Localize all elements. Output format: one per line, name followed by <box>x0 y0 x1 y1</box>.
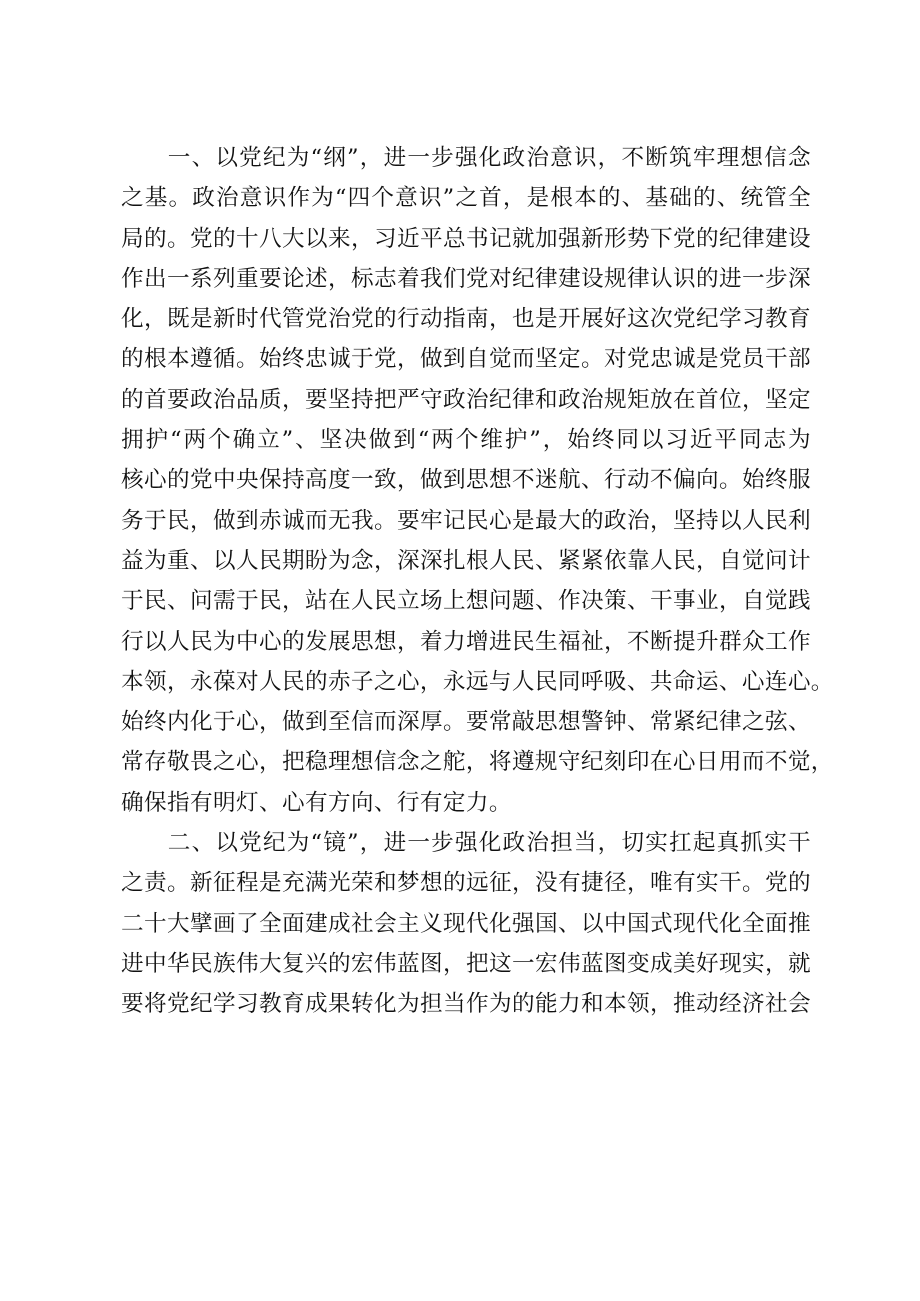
text-line: 之基。政治意识作为“四个意识”之首，是根本的、基础的、统管全 <box>121 185 811 212</box>
text-line: 始终内化于心，做到至信而深厚。要常敲思想警钟、常紧纪律之弦、 <box>121 709 811 736</box>
text-line: 常存敬畏之心，把稳理想信念之舵，将遵规守纪刻印在心日用而不觉， <box>121 749 834 776</box>
text-line: 之责。新征程是充满光荣和梦想的远征，没有捷径，唯有实干。党的 <box>121 870 811 897</box>
paragraph-2 <box>121 823 811 1024</box>
paragraph-1 <box>121 138 834 823</box>
text-line: 益为重、以人民期盼为念，深深扎根人民、紧紧依靠人民，自觉问计 <box>121 547 811 574</box>
text-line: 确保指有明灯、心有方向、行有定力。 <box>121 789 512 816</box>
text-line: 局的。党的十八大以来，习近平总书记就加强新形势下党的纪律建设 <box>121 225 811 252</box>
text-line: 二、以党纪为“镜”，进一步强化政治担当，切实扛起真抓实干 <box>167 830 811 857</box>
text-line: 二十大擘画了全面建成社会主义现代化强国、以中国式现代化全面推 <box>121 910 811 937</box>
text-line: 的根本遵循。始终忠诚于党，做到自觉而坚定。对党忠诚是党员干部 <box>121 346 811 373</box>
text-line: 一、以党纪为“纲”，进一步强化政治意识，不断筑牢理想信念 <box>167 145 811 171</box>
text-line: 作出一系列重要论述，标志着我们党对纪律建设规律认识的进一步深 <box>121 265 811 292</box>
text-line: 务于民，做到赤诚而无我。要牢记民心是最大的政治，坚持以人民利 <box>121 507 811 534</box>
text-line: 本领，永葆对人民的赤子之心，永远与人民同呼吸、共命运、心连心。 <box>121 668 834 695</box>
text-line: 拥护“两个确立”、坚决做到“两个维护”，始终同以习近平同志为 <box>121 427 811 454</box>
document-body <box>121 138 834 1025</box>
text-line: 行以人民为中心的发展思想，着力增进民生福祉，不断提升群众工作 <box>121 628 811 655</box>
text-line: 的首要政治品质，要坚持把严守政治纪律和政治规矩放在首位，坚定 <box>121 386 811 413</box>
text-line: 要将党纪学习教育成果转化为担当作为的能力和本领，推动经济社会 <box>121 991 811 1018</box>
text-line: 进中华民族伟大复兴的宏伟蓝图，把这一宏伟蓝图变成美好现实，就 <box>121 950 811 977</box>
text-line: 化，既是新时代管党治党的行动指南，也是开展好这次党纪学习教育 <box>121 306 811 333</box>
text-line: 核心的党中央保持高度一致，做到思想不迷航、行动不偏向。始终服 <box>121 467 811 494</box>
text-line: 于民、问需于民，站在人民立场上想问题、作决策、干事业，自觉践 <box>121 588 811 615</box>
